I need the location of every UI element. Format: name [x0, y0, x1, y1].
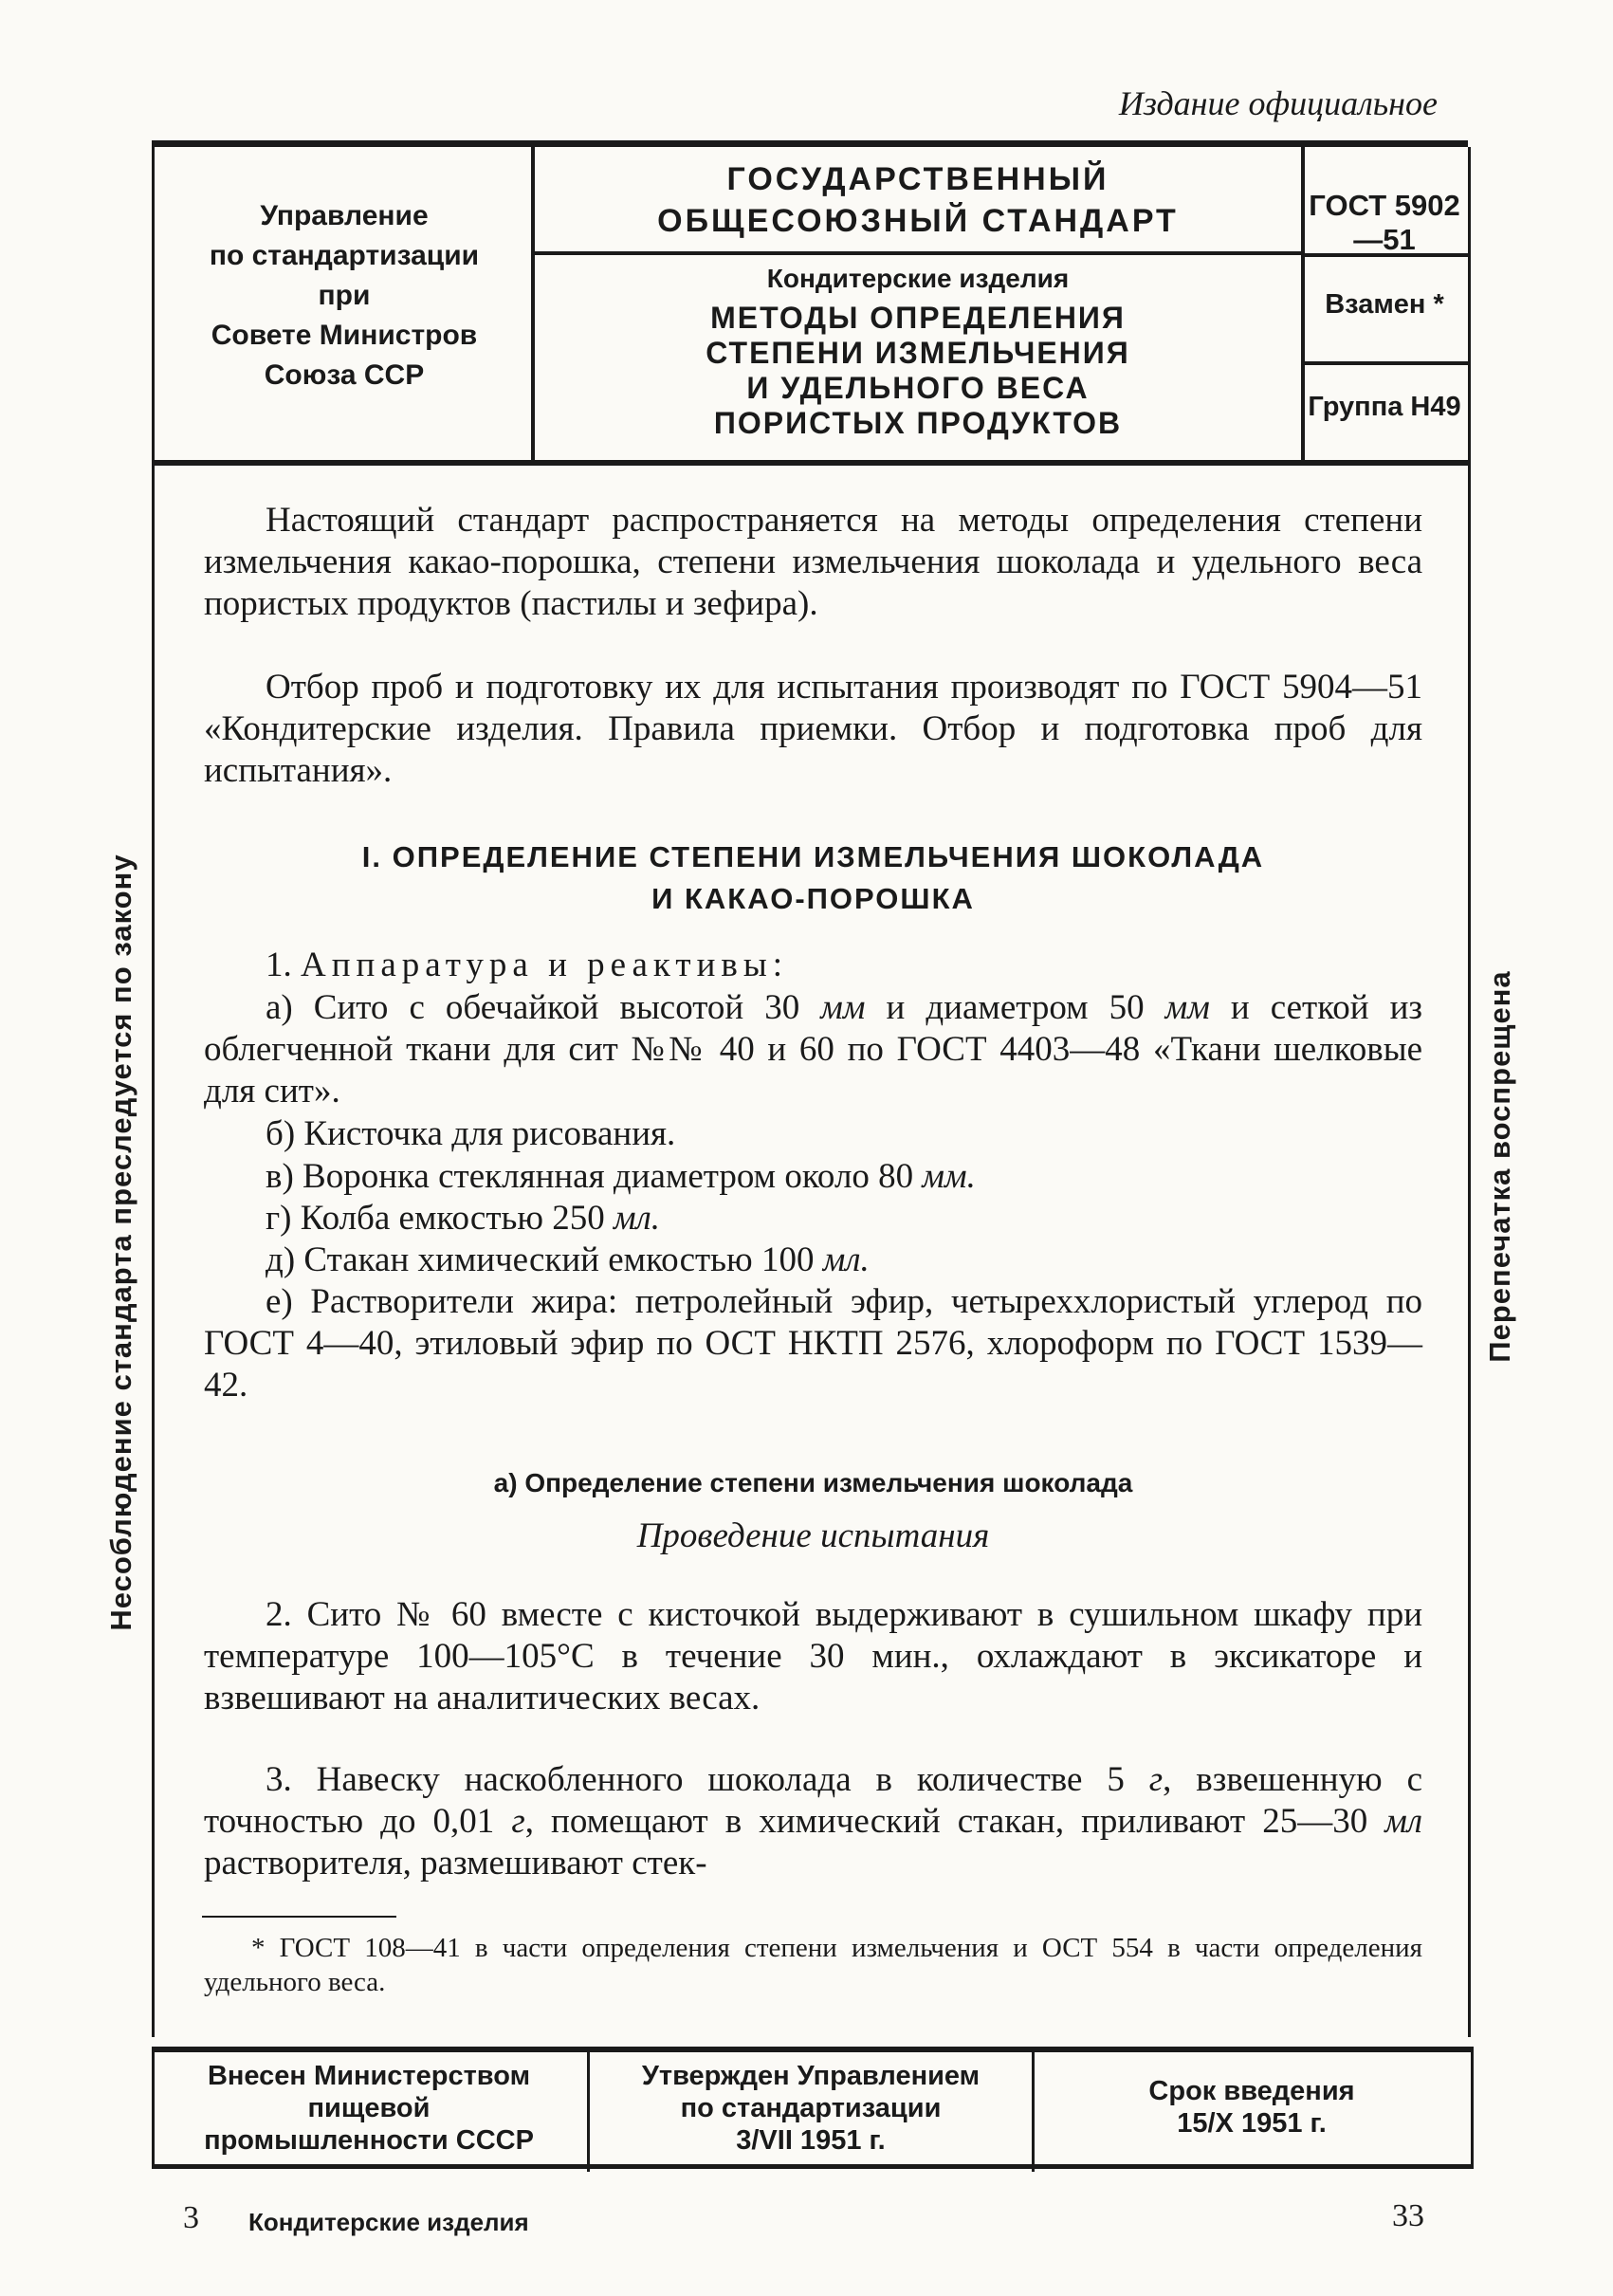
item-3-text: , помещают в химический стакан, приливают 25—30: [524, 1802, 1368, 1841]
side-note-left: Несоблюдение стандарта преследуется по закону: [104, 854, 137, 1631]
page-number-right: 33: [1392, 2198, 1424, 2233]
agency-cell: [152, 147, 534, 460]
sampling-paragraph: Отбор проб и подготовку их для испытания производят по ГОСТ 5904—51 «Кондитерские изделия. Правила приемки. Отбор и подготовка проб для испытания».: [204, 668, 1422, 790]
unit: мм: [820, 988, 866, 1027]
section-heading-line: И КАКАО-ПОРОШКА: [651, 882, 975, 915]
unit: г: [1148, 1760, 1164, 1799]
item-v-text: в) Воронка стеклянная диаметром около 80: [266, 1157, 914, 1196]
item-3: [204, 1759, 1422, 1884]
page-number-left: 3: [183, 2200, 199, 2235]
item-3-text: , взвешенную с точностью до 0,01: [204, 1760, 1423, 1841]
method-title: [535, 301, 1301, 441]
item-g: [204, 1198, 1422, 1240]
edition-note: Издание официальное: [1118, 84, 1438, 122]
item-a-text: и сеткой из облегченной ткани для сит №№ 40 и 60 по ГОСТ 4403—48 «Ткани шелковые для сит».: [204, 988, 1423, 1111]
approved-line: Утвержден Управлением: [641, 2061, 981, 2091]
gost-code: ГОСТ 5902—51: [1309, 189, 1460, 256]
intro-paragraph: Настоящий стандарт распространяется на методы определения степени измельчения какао-порошка, степени измельчения шоколада и удельного веса пористых продуктов (пастилы и зефира).: [204, 501, 1422, 623]
unit: мл.: [614, 1199, 661, 1238]
code-cell: [1301, 147, 1471, 460]
effective-line: 15/X 1951 г.: [1177, 2108, 1327, 2139]
agency-line: Управление: [260, 200, 429, 231]
agency-line: по стандартизации: [209, 240, 480, 271]
item-b: б) Кисточка для рисования.: [266, 1114, 676, 1153]
item-v: [204, 1156, 1422, 1198]
book-title: Кондитерские изделия: [248, 2208, 529, 2236]
agency-name: [155, 196, 534, 395]
standard-type-line: ГОСУДАРСТВЕННЫЙ: [726, 161, 1109, 197]
method-line: И УДЕЛЬНОГО ВЕСА: [746, 371, 1090, 405]
item-e: е) Растворители жира: петролейный эфир, четыреххлористый углерод по ГОСТ 4—40, этиловый эфир по ОСТ НКТП 2576, хлороформ по ГОСТ 1539—42.: [204, 1282, 1422, 1405]
submitted-line: пищевой: [307, 2093, 431, 2123]
item-2: 2. Сито № 60 вместе с кисточкой выдерживают в сушильном шкафу при температуре 100—105°С в течение 30 мин., охлаждают в эксикаторе и взвешивают на аналитических весах.: [204, 1595, 1422, 1717]
unit: мл: [1384, 1802, 1423, 1841]
agency-line: Совете Министров: [211, 320, 478, 351]
item-g-text: г) Колба емкостью 250: [266, 1199, 605, 1238]
side-note-right: Перепечатка воспрещена: [1483, 970, 1516, 1363]
agency-line: при: [318, 280, 371, 311]
product-name: Кондитерские изделия: [766, 264, 1070, 293]
header-block: [152, 140, 1468, 466]
item-a: [204, 987, 1422, 1112]
standard-type-line: ОБЩЕСОЮЗНЫЙ СТАНДАРТ: [657, 203, 1179, 239]
item-1: [204, 945, 1422, 986]
bottom-table: [152, 2047, 1474, 2169]
footnote: * ГОСТ 108—41 в части определения степени измельчения и ОСТ 554 в части определения удельного веса.: [204, 1933, 1422, 1997]
item-d-text: д) Стакан химический емкостью 100: [266, 1240, 815, 1279]
unit: мм: [1164, 988, 1210, 1027]
unit: мл.: [822, 1240, 870, 1279]
section-heading-line: I. ОПРЕДЕЛЕНИЕ СТЕПЕНИ ИЗМЕЛЬЧЕНИЯ ШОКОЛАДА: [361, 840, 1265, 873]
method-line: МЕТОДЫ ОПРЕДЕЛЕНИЯ: [710, 301, 1126, 335]
procedure-heading: Проведение испытания: [636, 1516, 990, 1555]
replaces-note: Взамен *: [1325, 289, 1444, 320]
effective-line: Срок введения: [1148, 2076, 1355, 2106]
approved-line: по стандартизации: [680, 2093, 942, 2123]
title-divider: [535, 251, 1301, 255]
code-divider: [1301, 253, 1468, 257]
title-cell: [531, 147, 1305, 460]
item-label: Аппаратура и реактивы:: [301, 946, 788, 984]
footnote-rule: [202, 1916, 396, 1918]
method-line: СТЕПЕНИ ИЗМЕЛЬЧЕНИЯ: [706, 336, 1130, 370]
unit: мм.: [922, 1157, 976, 1196]
effective-date: [1033, 2052, 1471, 2187]
item-d: [204, 1240, 1422, 1281]
standard-type: [535, 158, 1301, 242]
unit: г: [511, 1802, 525, 1841]
approved-by: [587, 2052, 1035, 2172]
approved-line: 3/VII 1951 г.: [736, 2125, 886, 2156]
submitted-line: Внесен Министерством: [207, 2061, 531, 2091]
item-number: 1.: [266, 946, 292, 984]
group-label: Группа Н49: [1308, 392, 1461, 422]
agency-line: Союза ССР: [264, 359, 425, 391]
item-a-text: а) Сито с обечайкой высотой 30: [266, 988, 800, 1027]
item-3-text: растворителя, размешивают стек-: [204, 1844, 707, 1883]
subsection-heading: а) Определение степени измельчения шоколада: [493, 1468, 1133, 1497]
submitted-line: промышленности СССР: [204, 2125, 534, 2156]
submitted-by: [155, 2052, 583, 2172]
method-line: ПОРИСТЫХ ПРОДУКТОВ: [713, 406, 1123, 440]
group-divider: [1301, 361, 1468, 365]
section-heading: [204, 836, 1422, 920]
item-3-text: 3. Навеску наскобленного шоколада в количестве 5: [266, 1760, 1125, 1799]
item-a-text: и диаметром 50: [886, 988, 1145, 1027]
